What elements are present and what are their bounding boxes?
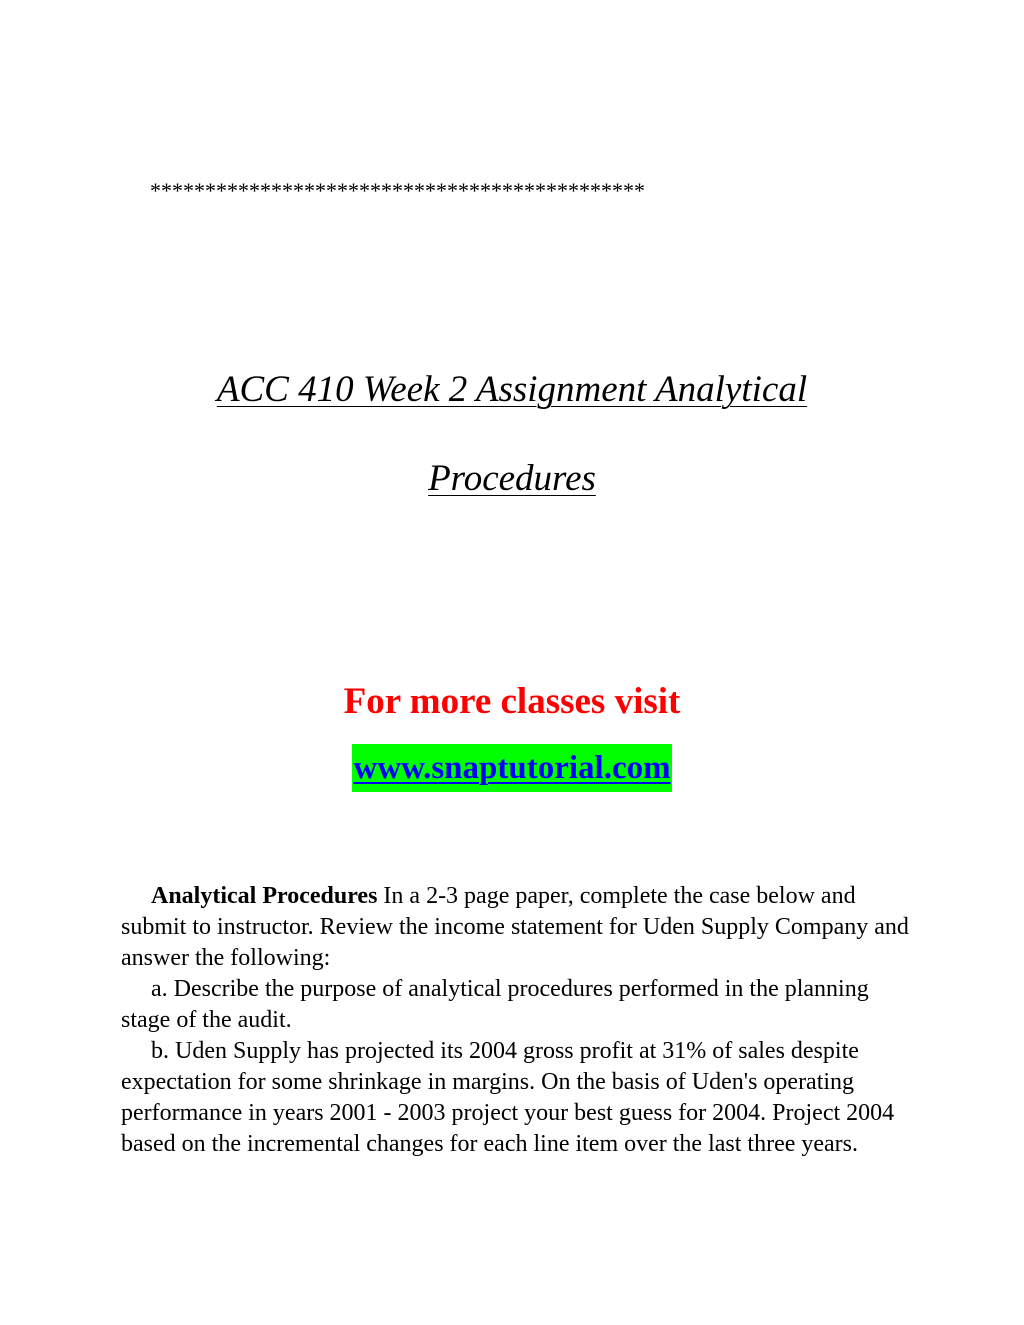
document-title-line-2: Procedures (428, 458, 596, 499)
intro-bold-label: Analytical Procedures (151, 883, 378, 909)
assignment-description (121, 881, 911, 1160)
url-container (0, 744, 1024, 792)
intro-paragraph (121, 881, 911, 974)
item-b-paragraph: b. Uden Supply has projected its 2004 gross profit at 31% of sales despite expectation for some shrinkage in margins. On the basis of Uden's operating performance in years 2001 - 2003 project your best guess for 2004. Project 2004 based on the incremental changes for each line item over the last three years. (121, 1038, 895, 1157)
visit-heading: For more classes visit (343, 681, 681, 722)
intro-text: In a 2-3 page paper, complete the case below and submit to instructor. Review the income statement for Uden Supply Company and answer the following: (121, 883, 909, 971)
document-title-line-1: ACC 410 Week 2 Assignment Analytical (216, 369, 808, 410)
separator-stars: ********************************************* (150, 178, 645, 203)
item-a-paragraph: a. Describe the purpose of analytical procedures performed in the planning stage of the audit. (121, 976, 869, 1033)
snaptutorial-link[interactable]: www.snaptutorial.com (352, 744, 671, 792)
